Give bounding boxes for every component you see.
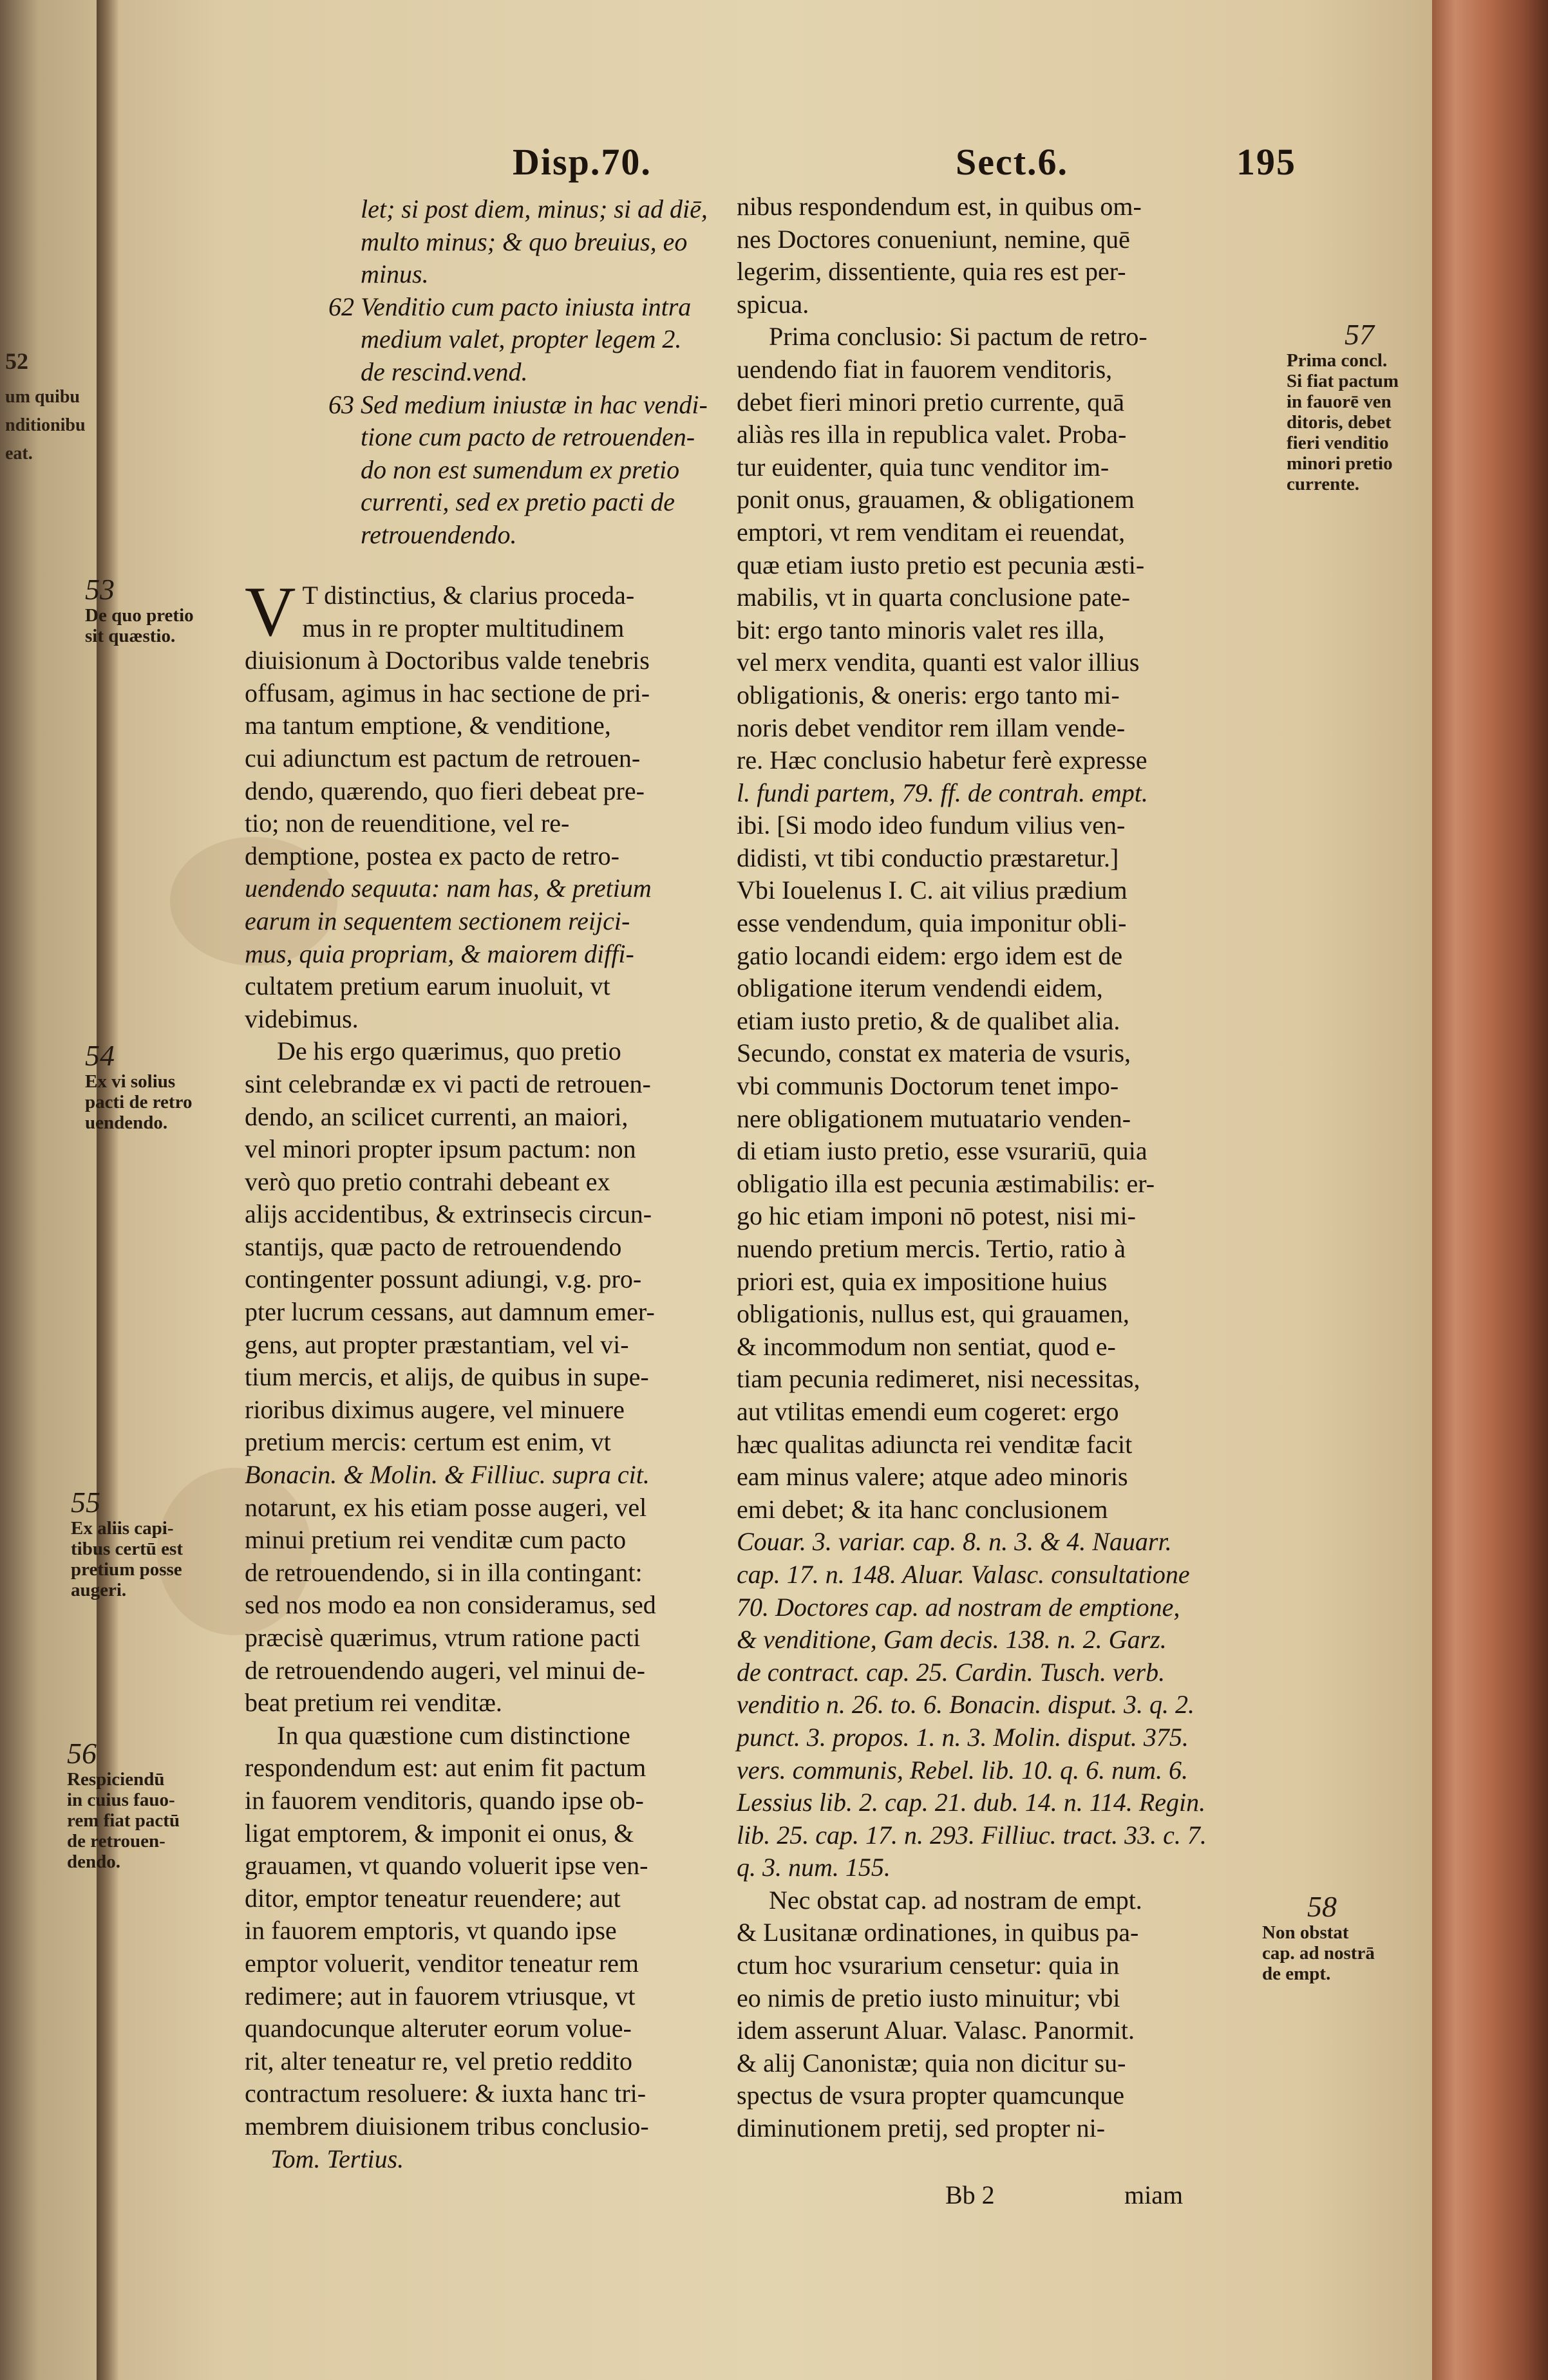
body-line: esse vendendum, quia imponitur obli- (737, 908, 1127, 938)
body-line: ibi. [Si modo ideo fundum vilius ven- (737, 811, 1126, 840)
body-line: Couar. 3. variar. cap. 8. n. 3. & 4. Nauarr. (737, 1527, 1172, 1557)
body-line: noris debet venditor rem illam vende- (737, 713, 1126, 742)
body-line: sint celebrandæ ex vi pacti de retrouen- (245, 1069, 651, 1098)
body-line: mus, quia propriam, & maiorem diffi- (245, 939, 634, 968)
body-line: grauamen, vt quando voluerit ipse ven- (245, 1851, 648, 1880)
body-line: Lessius lib. 2. cap. 21. dub. 14. n. 114. Regin. (737, 1788, 1206, 1817)
body-line: respondendum est: aut enim fit pactum (245, 1753, 647, 1783)
body-line: beat pretium rei venditæ. (245, 1688, 502, 1718)
margin-note-number: 53 (85, 573, 115, 606)
body-line: de retrouendendo, si in illa contingant: (245, 1557, 643, 1587)
body-line: contractum resoluere: & iuxta hanc tri- (245, 2079, 647, 2108)
summary-line: 62 Venditio cum pacto iniusta intra (328, 292, 692, 321)
body-line: l. fundi partem, 79. ff. de contrah. empt. (737, 778, 1148, 807)
body-line: tiam pecunia redimeret, nisi necessitas, (737, 1364, 1140, 1394)
body-line: idem asserunt Aluar. Valasc. Panormit. (737, 2016, 1135, 2045)
body-line: lib. 25. cap. 17. n. 293. Filliuc. tract. 33. c. 7. (737, 1820, 1207, 1850)
body-line: cap. 17. n. 148. Aluar. Valasc. consultatione (737, 1559, 1190, 1589)
prev-page-text-2: um quibu (5, 387, 80, 407)
body-line: didisti, vt tibi conductio præstaretur.] (737, 843, 1119, 872)
margin-note-57 (1287, 319, 1428, 494)
body-line: eo nimis de pretio iusto minuitur; vbi (737, 1983, 1120, 2012)
summary-line: let; si post diem, minus; si ad diē, (361, 194, 708, 223)
prev-page-text-3: nditionibu (5, 415, 86, 435)
summary-line: minus. (361, 259, 429, 289)
book-edge-fore (1432, 0, 1548, 2380)
margin-note-text: Ex aliis capi- tibus certū est pretium posse augeri. (71, 1518, 183, 1600)
body-line: quæ etiam iusto pretio est pecunia æsti- (737, 550, 1145, 579)
body-line: T distinctius, & clarius proceda- (302, 581, 635, 610)
margin-note-text: Ex vi solius pacti de retro uendendo. (85, 1071, 193, 1133)
page-number: 195 (1236, 141, 1296, 183)
margin-note-text: De quo pretio sit quæstio. (85, 605, 194, 646)
body-line: offusam, agimus in hac sectione de pri- (245, 678, 650, 707)
body-line: Nec obstat cap. ad nostram de empt. (769, 1885, 1142, 1915)
body-line: mabilis, vt in quarta conclusione pate- (737, 583, 1130, 612)
body-line: rit, alter teneatur re, vel pretio reddito (245, 2046, 632, 2075)
body-line: Vbi Iouelenus I. C. ait vilius prædium (737, 876, 1128, 905)
body-line: De his ergo quærimus, quo pretio (277, 1036, 621, 1066)
summary-line: 63 Sed medium iniustæ in hac vendi- (328, 389, 708, 419)
summary-line: retrouendendo. (361, 520, 517, 549)
body-line: di etiam iusto pretio, esse vsurariū, quia (737, 1136, 1147, 1166)
prev-page-text-1: 52 (5, 348, 28, 374)
margin-note-53 (85, 574, 207, 646)
body-line: bit: ergo tanto minoris valet res illa, (737, 615, 1105, 644)
body-line: & Lusitanæ ordinationes, in quibus pa- (737, 1918, 1139, 1947)
summary-line: medium valet, propter legem 2. (361, 324, 682, 354)
body-line: Secundo, constat ex materia de vsuris, (737, 1038, 1131, 1068)
summary-line: multo minus; & quo breuius, eo (361, 227, 688, 256)
body-line: hæc qualitas adiuncta rei venditæ facit (737, 1429, 1133, 1459)
margin-note-text: Respiciendū in cuius fauo- rem fiat pactū de retrouen- dendo. (67, 1769, 180, 1872)
margin-note-55 (71, 1487, 193, 1600)
body-line: in fauorem emptoris, vt quando ipse (245, 1916, 617, 1945)
body-line: Bonacin. & Molin. & Filliuc. supra cit. (245, 1460, 650, 1490)
margin-note-text: Non obstat cap. ad nostrā de empt. (1262, 1922, 1375, 1984)
signature-mark: Bb 2 (945, 2180, 995, 2209)
body-line: eam minus valere; atque adeo minoris (737, 1462, 1128, 1492)
body-line: ditor, emptor teneatur reuendere; aut (245, 1883, 621, 1913)
body-line: pretium mercis: certum est enim, vt (245, 1427, 611, 1457)
body-line: & venditione, Gam decis. 138. n. 2. Garz. (737, 1625, 1167, 1654)
margin-note-text: Prima concl. Si fiat pactum in fauorē ven ditoris, debet fieri venditio minori pretio currente. (1287, 350, 1399, 494)
body-line: earum in sequentem sectionem reijci- (245, 906, 630, 935)
body-line: stantijs, quæ pacto de retrouendendo (245, 1232, 622, 1261)
body-line: emi debet; & ita hanc conclusionem (737, 1494, 1108, 1524)
body-line: uendendo fiat in fauorem venditoris, (737, 354, 1113, 384)
body-line: in fauorem venditoris, quando ipse ob- (245, 1785, 644, 1815)
prev-page-text-4: eat. (5, 444, 33, 464)
body-line: verò quo pretio contrahi debeant ex (245, 1167, 610, 1196)
body-line: ligat emptorem, & imponit ei onus, & (245, 1818, 634, 1848)
body-line: mus in re propter multitudinem (302, 613, 625, 642)
body-line: vel minori propter ipsum pactum: non (245, 1134, 636, 1164)
body-line: notarunt, ex his etiam posse augeri, vel (245, 1492, 647, 1522)
body-line: spectus de vsura propter quamcunque (737, 2081, 1125, 2110)
body-line: vers. communis, Rebel. lib. 10. q. 6. num. 6. (737, 1755, 1189, 1785)
body-line: nes Doctores conueniunt, nemine, quē (737, 224, 1130, 254)
catchword: miam (1124, 2180, 1184, 2209)
body-line: obligatione iterum vendendi eidem, (737, 973, 1103, 1003)
body-line: de contract. cap. 25. Cardin. Tusch. verb. (737, 1657, 1166, 1687)
body-line: obligationis, nullus est, qui grauamen, (737, 1299, 1129, 1329)
body-line: q. 3. num. 155. (737, 1853, 891, 1882)
body-line: uendendo sequuta: nam has, & pretium (245, 874, 652, 903)
body-line: sed nos modo ea non consideramus, sed (245, 1590, 656, 1620)
body-line: go hic etiam imponi nō potest, nisi mi- (737, 1201, 1136, 1231)
margin-note-number: 55 (71, 1486, 100, 1519)
margin-note-number: 56 (67, 1737, 97, 1770)
body-line: minui pretium rei venditæ cum pacto (245, 1525, 627, 1555)
body-line: pter lucrum cessans, aut damnum emer- (245, 1297, 655, 1327)
body-line: punct. 3. propos. 1. n. 3. Molin. disput. 375. (737, 1722, 1189, 1752)
book-gutter (97, 0, 118, 2380)
body-line: quandocunque alteruter eorum volue- (245, 2014, 632, 2043)
body-line: dendo, quærendo, quo fieri debeat pre- (245, 776, 645, 805)
body-line: re. Hæc conclusio habetur ferè expresse (737, 745, 1147, 775)
margin-note-number: 58 (1307, 1890, 1337, 1923)
body-line: 70. Doctores cap. ad nostram de emptione, (737, 1592, 1180, 1622)
body-line: priori est, quia ex impositione huius (737, 1266, 1108, 1296)
body-line: demptione, postea ex pacto de retro- (245, 841, 619, 870)
body-line: præcisè quærimus, vtrum ratione pacti (245, 1623, 641, 1652)
body-line: ctum hoc vsurarium censetur: quia in (737, 1951, 1120, 1980)
body-line: diminutionem pretij, sed propter ni- (737, 2113, 1106, 2143)
margin-note-58 (1262, 1891, 1404, 1984)
body-line: aliàs res illa in republica valet. Proba- (737, 420, 1127, 449)
margin-note-number: 54 (85, 1039, 115, 1072)
body-line: Prima conclusio: Si pactum de retro- (769, 322, 1147, 351)
body-line: de retrouendendo augeri, vel minui de- (245, 1655, 645, 1685)
body-line: tur euidenter, quia tunc venditor im- (737, 452, 1109, 482)
body-line: nibus respondendum est, in quibus om- (737, 192, 1142, 221)
footer-volume: Tom. Tertius. (270, 2144, 404, 2173)
body-line: nere obligationem mutuatario venden- (737, 1103, 1131, 1133)
previous-page-edge (0, 0, 97, 2380)
body-line: nuendo pretium mercis. Tertio, ratio à (737, 1234, 1126, 1263)
body-line: & alij Canonistæ; quia non dicitur su- (737, 2048, 1126, 2077)
body-line: legerim, dissentiente, quia res est per- (737, 257, 1126, 286)
body-line: tio; non de reuenditione, vel re- (245, 809, 570, 838)
body-line: vel merx vendita, quanti est valor illius (737, 648, 1140, 677)
summary-line: tione cum pacto de retrouenden- (361, 422, 695, 452)
margin-note-54 (85, 1040, 207, 1133)
body-line: tium mercis, et alijs, de quibus in supe- (245, 1362, 649, 1392)
summary-line: de rescind.vend. (361, 357, 528, 386)
body-line: debet fieri minori pretio currente, quā (737, 387, 1124, 417)
body-line: spicua. (737, 289, 809, 319)
body-line: dendo, an scilicet currenti, an maiori, (245, 1101, 628, 1131)
body-line: cui adiunctum est pactum de retrouen- (245, 743, 641, 773)
body-line: obligatio illa est pecunia æstimabilis: er- (737, 1168, 1155, 1198)
margin-note-number: 57 (1345, 318, 1374, 351)
summary-line: do non est sumendum ex pretio (361, 454, 680, 484)
body-line: gatio locandi eidem: ergo idem est de (737, 941, 1123, 970)
body-line: ma tantum emptione, & venditione, (245, 711, 611, 740)
body-line: diuisionum à Doctoribus valde tenebris (245, 646, 650, 675)
body-line: & incommodum non sentiat, quod e- (737, 1331, 1116, 1361)
header-disputation: Disp.70. (513, 141, 652, 183)
body-line: ponit onus, grauamen, & obligationem (737, 485, 1135, 514)
summary-line: currenti, sed ex pretio pacti de (361, 487, 675, 517)
body-line: videbimus. (245, 1004, 359, 1033)
body-line: emptor voluerit, venditor teneatur rem (245, 1948, 639, 1978)
margin-note-56 (67, 1738, 189, 1872)
body-line: venditio n. 26. to. 6. Bonacin. disput. 3. q. 2. (737, 1690, 1195, 1719)
body-line: In qua quæstione cum distinctione (277, 1720, 630, 1750)
body-line: etiam iusto pretio, & de qualibet alia. (737, 1006, 1120, 1035)
body-line: emptori, vt rem venditam ei reuendat, (737, 517, 1126, 547)
book-page (67, 0, 1432, 2380)
drop-cap: V (245, 572, 296, 651)
body-line: membrem diuisionem tribus conclusio- (245, 2111, 649, 2141)
body-line: redimere; aut in fauorem vtriusque, vt (245, 1981, 636, 2010)
body-line: contingenter possunt adiungi, v.g. pro- (245, 1264, 642, 1294)
right-column-body (737, 191, 1265, 2145)
body-line: vbi communis Doctorum tenet impo- (737, 1071, 1119, 1101)
body-line: alijs accidentibus, & extrinsecis circun- (245, 1199, 652, 1229)
body-line: rioribus diximus augere, vel minuere (245, 1394, 625, 1424)
body-line: gens, aut propter præstantiam, vel vi- (245, 1329, 629, 1359)
body-line: aut vtilitas emendi eum cogeret: ergo (737, 1396, 1119, 1426)
body-line: cultatem pretium earum inuoluit, vt (245, 971, 610, 1001)
header-section: Sect.6. (956, 141, 1069, 183)
body-line: obligationis, & oneris: ergo tanto mi- (737, 680, 1120, 709)
